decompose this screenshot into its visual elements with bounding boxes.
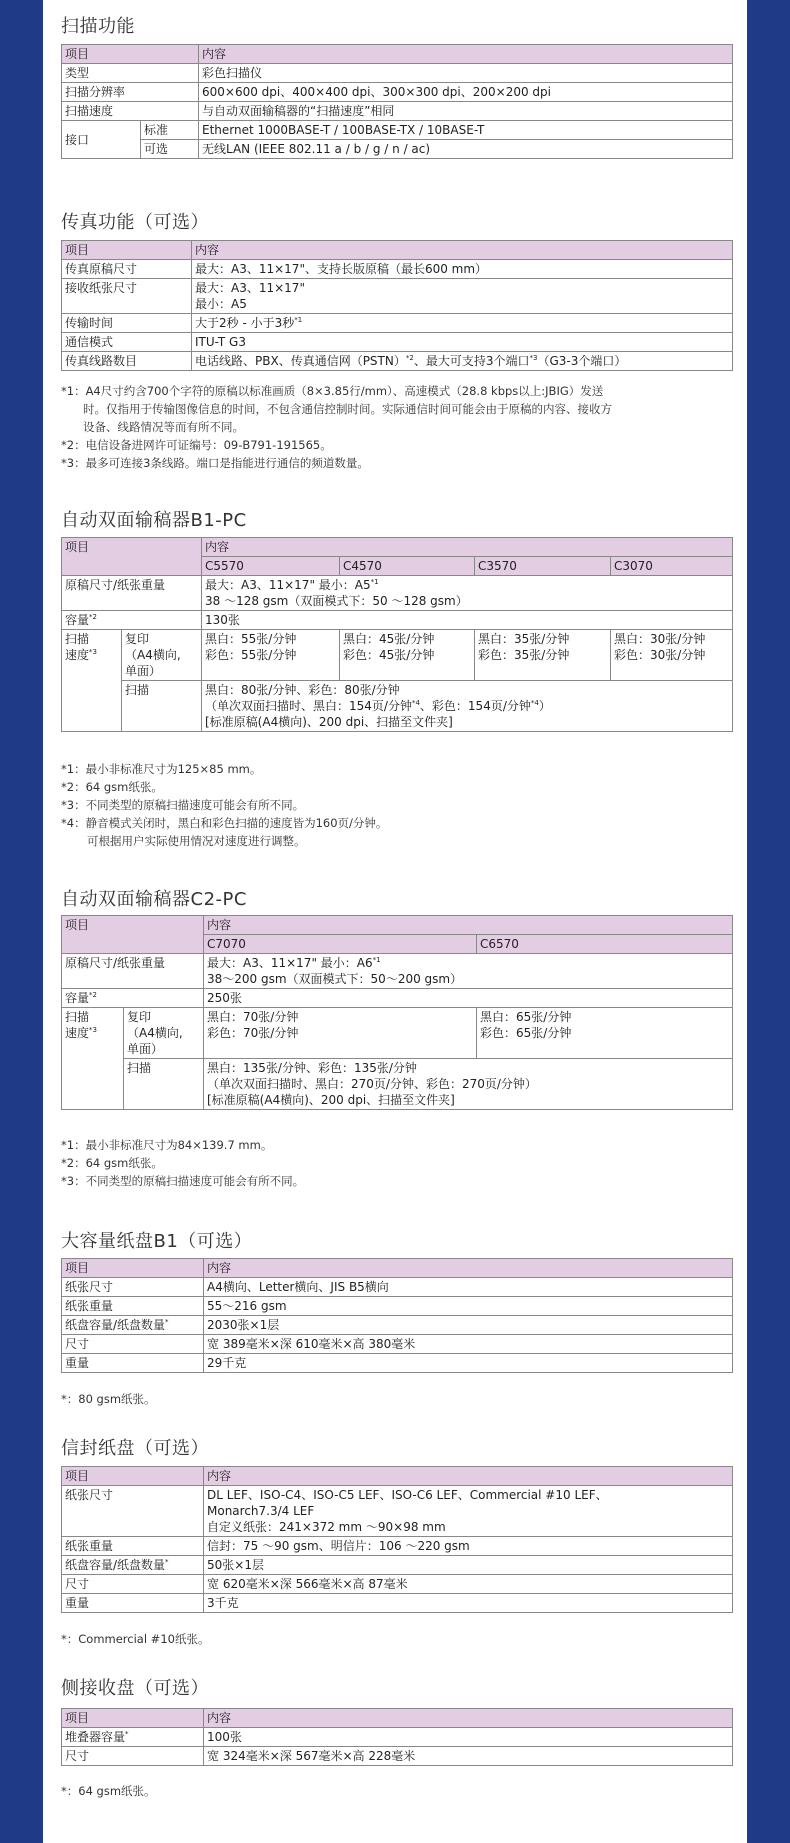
row-label: 尺寸: [62, 1747, 204, 1766]
table-row: [62, 681, 733, 732]
speed-label-2: 速度: [65, 648, 90, 662]
interface-standard-value: Ethernet 1000BASE-T / 100BASE-TX / 10BASE-T: [199, 121, 732, 140]
size-a: 最大：A3、11×17" 最小：A5: [205, 578, 371, 592]
scan-a: 黑白：135张/分钟、彩色：135张/分钟: [207, 1061, 417, 1075]
copy-bw: 黑白：35张/分钟: [478, 632, 570, 646]
table-row: [62, 314, 733, 333]
copy-bw: 黑白：30张/分钟: [614, 632, 706, 646]
footnote-mark: *3: [89, 648, 97, 656]
table-row: [62, 989, 733, 1008]
copy-color: 彩色：65张/分钟: [480, 1026, 572, 1040]
copy-color: 彩色：45张/分钟: [343, 648, 435, 662]
row-label: [62, 1278, 204, 1297]
copy-label-1: 复印: [127, 1010, 152, 1024]
note: *：80 gsm纸张。: [61, 1392, 156, 1406]
row-value: 50张×1层: [204, 1556, 733, 1575]
note: *3：不同类型的原稿扫描速度可能会有所不同。: [61, 798, 305, 812]
cap-label: 堆叠器容量: [65, 1730, 126, 1744]
adf-c2-notes: [61, 1136, 733, 1190]
table-row: [62, 1008, 733, 1059]
adf-b1-notes: [61, 760, 733, 850]
row-value: 29千克: [204, 1354, 733, 1373]
table-row: [62, 611, 733, 630]
model-name: C3570: [475, 557, 611, 576]
row-label: [62, 1728, 204, 1747]
speed-label-1: 扫描: [65, 1010, 90, 1024]
note: *4：静音模式关闭时，黑白和彩色扫描的速度皆为160页/分钟。: [61, 816, 388, 830]
side-spec-table: [61, 1708, 733, 1766]
copy-color: 彩色：35张/分钟: [478, 648, 570, 662]
scan-label: 扫描: [122, 681, 202, 732]
row-value: A4横向、Letter横向、JIS B5横向: [204, 1278, 733, 1297]
scan-c: [标准原稿(A4横向)、200 dpi、扫描至文件夹]: [207, 1093, 455, 1107]
row-value: 600×600 dpi、400×400 dpi、300×300 dpi、200×200 dpi: [199, 83, 733, 102]
table-row: [62, 333, 733, 352]
note: *3：最多可连接3条线路。端口是指能进行通信的频道数量。: [61, 456, 369, 470]
header-content: 内容: [204, 916, 733, 935]
table-row: [62, 1556, 733, 1575]
header-content: 内容: [199, 45, 733, 64]
copy-speed: [340, 630, 475, 681]
table-row: [62, 1537, 733, 1556]
size-c: 自定义纸张：241×372 mm ～90×98 mm: [207, 1520, 446, 1534]
note: *1：A4尺寸约含700个字符的原稿以标准画质（8×3.85行/mm）、高速模式（28.8 kbps以上:JBIG）发送: [61, 384, 604, 398]
copy-label: [124, 1008, 204, 1059]
table-row: [62, 1747, 733, 1766]
scan-speed: [202, 681, 733, 732]
footnote-mark: *: [165, 1558, 169, 1566]
recv-max: 最大：A3、11×17": [195, 281, 305, 295]
header-item: 项目: [62, 1259, 204, 1278]
note: *1：最小非标准尺寸为84×139.7 mm。: [61, 1138, 273, 1152]
interface-standard-label: 标准: [141, 121, 199, 140]
footnote-mark: *1: [370, 578, 379, 586]
table-header-row: [62, 1709, 733, 1728]
table-header-row: [62, 1259, 733, 1278]
interface-values: [199, 121, 733, 159]
size-b: 38 ～128 gsm（双面模式下：50 ～128 gsm）: [205, 594, 468, 608]
footnote-mark: *3: [89, 1026, 97, 1034]
row-value: 宽 389毫米×深 610毫米×高 380毫米: [204, 1335, 733, 1354]
note: *1：最小非标准尺寸为125×85 mm。: [61, 762, 262, 776]
row-value: [192, 352, 733, 371]
row-value: 55～216 gsm: [204, 1297, 733, 1316]
note: *3：不同类型的原稿扫描速度可能会有所不同。: [61, 1174, 305, 1188]
side-notes: [61, 1782, 733, 1800]
copy-label-2: （A4横向,: [125, 648, 181, 662]
note: *2：64 gsm纸张。: [61, 780, 163, 794]
row-label: [62, 1297, 204, 1316]
cap-label: 纸盘容量/纸盘数量: [65, 1558, 166, 1572]
table-row: [62, 1297, 733, 1316]
row-label: 原稿尺寸/纸张重量: [62, 954, 204, 989]
copy-bw: 黑白：45张/分钟: [343, 632, 435, 646]
note: 时。仅指用于传输图像信息的时间，不包含通信控制时间。实际通信时间可能会由于原稿的内容、接收方: [83, 402, 612, 416]
table-row: [62, 83, 733, 102]
scan-spec-table: [61, 44, 733, 159]
copy-color: 彩色：55张/分钟: [205, 648, 297, 662]
scan-speed: [204, 1059, 733, 1110]
row-value: 宽 620毫米×深 566毫米×高 87毫米: [204, 1575, 733, 1594]
table-row: [62, 121, 733, 159]
row-label-text: 尺寸: [65, 1337, 90, 1351]
speed-label-1: 扫描: [65, 632, 90, 646]
size-b: Monarch7.3/4 LEF: [207, 1504, 315, 1518]
copy-color: 彩色：30张/分钟: [614, 648, 706, 662]
table-row: [62, 352, 733, 371]
copy-speed: [204, 1008, 477, 1059]
header-content: 内容: [204, 1259, 733, 1278]
header-item: 项目: [62, 916, 204, 954]
table-row: [62, 1486, 733, 1537]
header-item: 项目: [62, 241, 192, 260]
scan-b2: 、彩色：154页/分钟: [419, 699, 531, 713]
row-value: 宽 324毫米×深 567毫米×高 228毫米: [204, 1747, 733, 1766]
header-content: 内容: [202, 538, 733, 557]
row-label: [62, 1316, 204, 1335]
table-row: [62, 279, 733, 314]
row-label-text: 重量: [65, 1356, 90, 1370]
side-section-title: 侧接收盘（可选）: [61, 1678, 209, 1699]
header-content: 内容: [204, 1467, 733, 1486]
tray-b1-spec-table: [61, 1258, 733, 1373]
time-value: 大于2秒 - 小于3秒: [195, 316, 295, 330]
envelope-notes: [61, 1630, 733, 1648]
copy-speed: [475, 630, 611, 681]
row-label: [62, 1354, 204, 1373]
row-value: 130张: [202, 611, 733, 630]
row-label: [62, 989, 204, 1008]
table-row: [62, 1316, 733, 1335]
footnote-mark: *: [125, 1730, 129, 1738]
row-label: 传真线路数目: [62, 352, 192, 371]
table-row: [62, 64, 733, 83]
interface-label: 接口: [62, 121, 141, 158]
row-label-text: 纸盘容量/纸盘数量: [65, 1318, 166, 1332]
scan-label: 扫描: [124, 1059, 204, 1110]
copy-label-1: 复印: [125, 632, 150, 646]
model-name: C5570: [202, 557, 340, 576]
row-value: 3千克: [204, 1594, 733, 1613]
row-label: 重量: [62, 1594, 204, 1613]
row-label: 扫描速度: [62, 102, 199, 121]
size-a: 最大：A3、11×17" 最小：A6: [207, 956, 373, 970]
size-a: DL LEF、ISO-C4、ISO-C5 LEF、ISO-C6 LEF、Commercial #10 LEF、: [207, 1488, 608, 1502]
header-content: 内容: [204, 1709, 733, 1728]
row-value: [192, 314, 733, 333]
interface-optional-label: 可选: [144, 142, 169, 156]
row-value: ITU-T G3: [192, 333, 733, 352]
row-label: 通信模式: [62, 333, 192, 352]
footnote-mark: *2: [89, 991, 97, 999]
scan-b3: ）: [538, 699, 551, 713]
table-row: [62, 576, 733, 611]
model-name: C7070: [204, 935, 477, 954]
adf-b1-spec-table: [61, 537, 733, 732]
row-value: [204, 954, 733, 989]
scan-a: 黑白：80张/分钟、彩色：80张/分钟: [205, 683, 400, 697]
row-value: 与自动双面输稿器的“扫描速度”相同: [199, 102, 733, 121]
table-row: [62, 954, 733, 989]
row-label: 纸张尺寸: [62, 1486, 204, 1537]
table-header-row: [62, 45, 733, 64]
table-row: [62, 1594, 733, 1613]
envelope-section-title: 信封纸盘（可选）: [61, 1438, 209, 1459]
header-item: 项目: [62, 538, 202, 576]
interface-cell: [62, 121, 199, 159]
row-value: [202, 576, 733, 611]
speed-label: [62, 630, 122, 732]
table-header-row: [62, 916, 733, 935]
lines-b: 、最大可支持3个端口: [413, 354, 530, 368]
copy-bw: 黑白：55张/分钟: [205, 632, 297, 646]
row-value: 100张: [204, 1728, 733, 1747]
model-name: C4570: [340, 557, 475, 576]
header-item: 项目: [62, 1467, 204, 1486]
fax-notes: [61, 382, 733, 472]
footnote-mark: *4: [530, 699, 539, 707]
note: *：64 gsm纸张。: [61, 1784, 156, 1798]
speed-label-2: 速度: [65, 1026, 90, 1040]
copy-bw: 黑白：65张/分钟: [480, 1010, 572, 1024]
row-label: 尺寸: [62, 1575, 204, 1594]
row-label: [62, 611, 202, 630]
scan-b: （单次双面扫描时、黑白：270页/分钟、彩色：270页/分钟）: [207, 1077, 537, 1091]
tray-b1-notes: [61, 1390, 733, 1408]
table-header-row: [62, 1467, 733, 1486]
header-item: 项目: [62, 45, 199, 64]
row-value: 信封：75 ～90 gsm、明信片：106 ～220 gsm: [204, 1537, 733, 1556]
footnote-mark: *1: [372, 956, 381, 964]
scan-c: [标准原稿(A4横向)、200 dpi、扫描至文件夹]: [205, 715, 453, 729]
table-row: [62, 1354, 733, 1373]
speed-label: [62, 1008, 124, 1110]
row-label: 传真原稿尺寸: [62, 260, 192, 279]
recv-min: 最小：A5: [195, 297, 247, 311]
note: *：Commercial #10纸张。: [61, 1632, 210, 1646]
copy-color: 彩色：70张/分钟: [207, 1026, 299, 1040]
table-row: [62, 1728, 733, 1747]
row-label-text: 纸张重量: [65, 1299, 114, 1313]
adf-c2-spec-table: [61, 915, 733, 1110]
row-value: 彩色扫描仪: [199, 64, 733, 83]
row-label: 扫描分辨率: [62, 83, 199, 102]
table-header-row: [62, 538, 733, 557]
table-row: [62, 1278, 733, 1297]
copy-label-3: 单面）: [127, 1042, 164, 1056]
copy-speed: [477, 1008, 733, 1059]
adf-c2-section-title: 自动双面输稿器C2-PC: [61, 889, 247, 910]
row-label: [62, 1335, 204, 1354]
adf-b1-section-title: 自动双面输稿器B1-PC: [61, 510, 247, 531]
lines-c: （G3-3个端口）: [537, 354, 627, 368]
copy-label-2: （A4横向,: [127, 1026, 183, 1040]
row-label: 传输时间: [62, 314, 192, 333]
row-value: [192, 279, 733, 314]
row-label: 纸张重量: [62, 1537, 204, 1556]
table-row: [62, 1335, 733, 1354]
footnote-mark: *: [165, 1318, 169, 1326]
note: 设备、线路情况等而有所不同。: [83, 420, 244, 434]
table-row: [62, 102, 733, 121]
spec-sheet: [43, 0, 747, 1843]
row-label: [62, 1556, 204, 1575]
note: *2：64 gsm纸张。: [61, 1156, 163, 1170]
model-name: C3070: [611, 557, 733, 576]
envelope-spec-table: [61, 1466, 733, 1613]
row-label-text: 纸张尺寸: [65, 1280, 114, 1294]
table-row: [62, 630, 733, 681]
interface-optional-value: 无线LAN (IEEE 802.11 a / b / g / n / ac): [202, 142, 431, 156]
footnote-mark: *1: [294, 316, 303, 324]
row-value: [204, 1486, 733, 1537]
copy-bw: 黑白：70张/分钟: [207, 1010, 299, 1024]
scan-b1: （单次双面扫描时、黑白：154页/分钟: [205, 699, 412, 713]
table-row: [62, 260, 733, 279]
footnote-mark: *2: [405, 354, 414, 362]
row-label: 类型: [62, 64, 199, 83]
row-value: 最大：A3、11×17"、支持长版原稿（最长600 mm）: [192, 260, 733, 279]
model-name: C6570: [477, 935, 733, 954]
footnote-mark: *2: [89, 613, 97, 621]
row-value: 250张: [204, 989, 733, 1008]
footnote-mark: *4: [411, 699, 420, 707]
fax-spec-table: [61, 240, 733, 371]
table-row: [62, 1575, 733, 1594]
tray-b1-section-title: 大容量纸盘B1（可选）: [61, 1231, 253, 1252]
copy-speed: [202, 630, 340, 681]
copy-speed: [611, 630, 733, 681]
header-item: 项目: [62, 1709, 204, 1728]
scan-section-title: 扫描功能: [61, 16, 135, 37]
fax-section-title: 传真功能（可选）: [61, 212, 209, 233]
cap-label: 容量: [65, 613, 90, 627]
row-value: 2030张×1层: [204, 1316, 733, 1335]
header-content: 内容: [192, 241, 733, 260]
lines-a: 电话线路、PBX、传真通信网（PSTN）: [195, 354, 406, 368]
copy-label-3: 单面）: [125, 664, 162, 678]
note: 可根据用户实际使用情况对速度进行调整。: [87, 834, 306, 848]
table-header-row: [62, 241, 733, 260]
copy-label: [122, 630, 202, 681]
row-label: 接收纸张尺寸: [62, 279, 192, 314]
row-label: 原稿尺寸/纸张重量: [62, 576, 202, 611]
footnote-mark: *3: [529, 354, 538, 362]
size-b: 38～200 gsm（双面模式下：50～200 gsm）: [207, 972, 463, 986]
cap-label: 容量: [65, 991, 90, 1005]
note: *2：电信设备进网许可证编号：09-B791-191565。: [61, 438, 332, 452]
table-row: [62, 1059, 733, 1110]
